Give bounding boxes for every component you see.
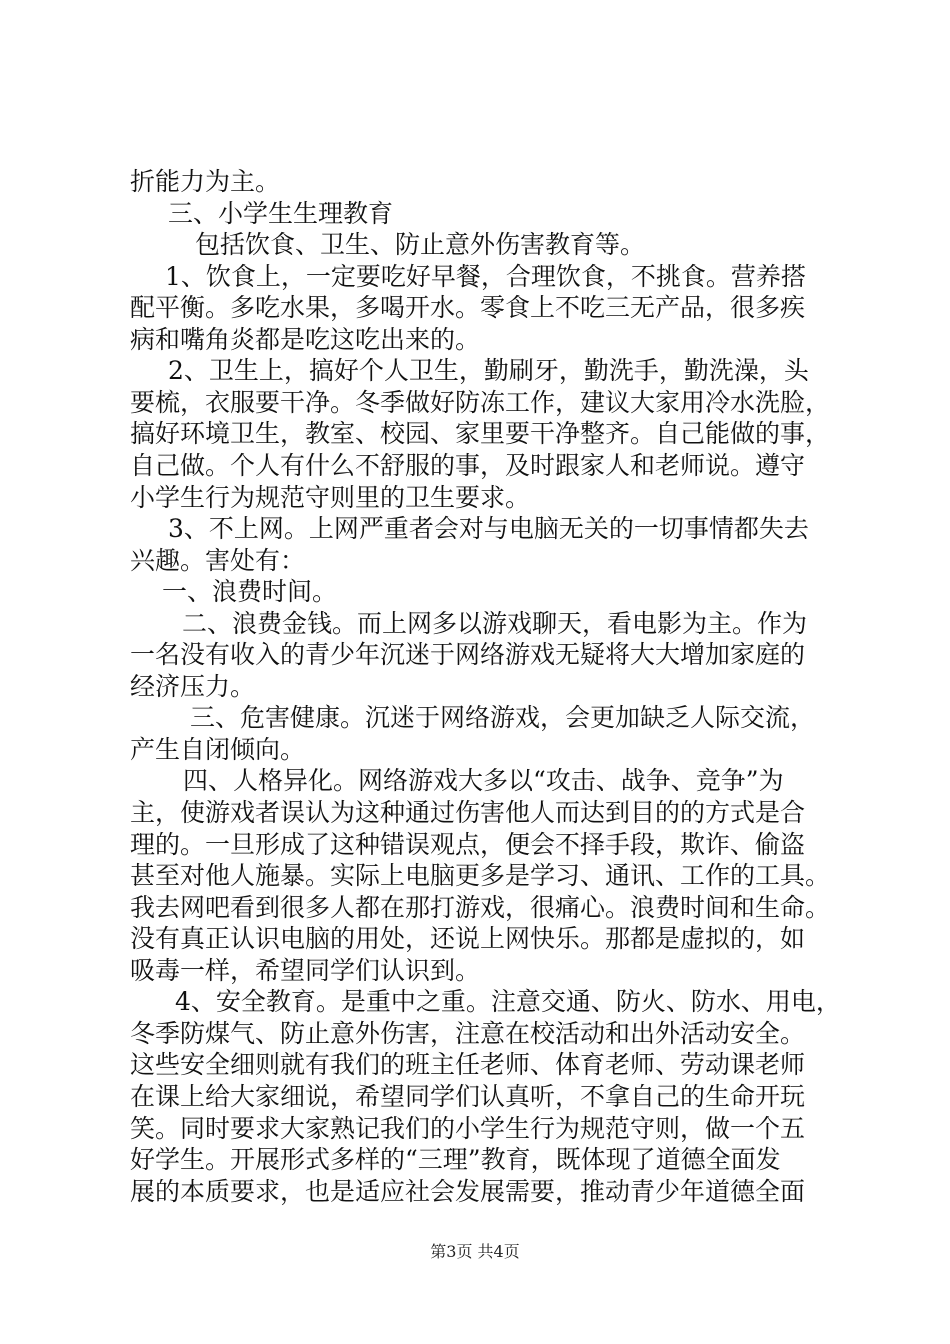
paragraph-line: 笑。同时要求大家熟记我们的小学生行为规范守则，做一个五: [130, 1114, 806, 1143]
paragraph-line: 没有真正认识电脑的用处，还说上网快乐。那都是虚拟的，如: [130, 924, 806, 953]
paragraph-line: 在课上给大家细说，希望同学们认真听，不拿自己的生命开玩: [130, 1082, 806, 1111]
paragraph-line: 主，使游戏者误认为这种通过伤害他人而达到目的的方式是合: [130, 798, 806, 827]
paragraph-line: 好学生。开展形式多样的“三理”教育，既体现了道德全面发: [130, 1145, 781, 1174]
paragraph-line: 吸毒一样，希望同学们认识到。: [130, 956, 481, 985]
paragraph-line: 三、危害健康。沉迷于网络游戏，会更加缺乏人际交流，: [190, 703, 816, 732]
paragraph-line: 甚至对他人施暴。实际上电脑更多是学习、通讯、工作的工具。: [130, 861, 831, 890]
paragraph-line: 一名没有收入的青少年沉迷于网络游戏无疑将大大增加家庭的: [130, 640, 806, 669]
paragraph-line: 冬季防煤气、防止意外伤害，注意在校活动和出外活动安全。: [130, 1019, 806, 1048]
paragraph-line: 兴趣。害处有：: [130, 546, 306, 575]
paragraph-line: 配平衡。多吃水果，多喝开水。零食上不吃三无产品，很多疾: [130, 293, 806, 322]
paragraph-line: 我去网吧看到很多人都在那打游戏，很痛心。浪费时间和生命。: [130, 893, 831, 922]
paragraph-line: 折能力为主。: [130, 167, 281, 196]
paragraph-line: 病和嘴角炎都是吃这吃出来的。: [130, 325, 481, 354]
paragraph-line: 要梳，衣服要干净。冬季做好防冻工作，建议大家用冷水洗脸，: [130, 388, 831, 417]
paragraph-line: 展的本质要求，也是适应社会发展需要，推动青少年道德全面: [130, 1177, 806, 1206]
paragraph-line: 自己做。个人有什么不舒服的事，及时跟家人和老师说。遵守: [130, 451, 806, 480]
paragraph-line: 四、人格异化。网络游戏大多以“攻击、战争、竞争”为: [183, 766, 784, 795]
paragraph-line: 4、安全教育。是重中之重。注意交通、防火、防水、用电，: [175, 987, 841, 1016]
paragraph-line: 搞好环境卫生，教室、校园、家里要干净整齐。自己能做的事，: [130, 419, 831, 448]
paragraph-line: 2、卫生上，搞好个人卫生，勤刷牙，勤洗手，勤洗澡，头: [168, 356, 809, 385]
paragraph-line: 理的。一旦形成了这种错误观点，便会不择手段，欺诈、偷盗: [130, 830, 806, 859]
paragraph-line: 一、浪费时间。: [162, 577, 338, 606]
page-footer: 第3页 共4页: [430, 1242, 520, 1261]
paragraph-line: 1、饮食上，一定要吃好早餐，合理饮食，不挑食。营养搭: [165, 262, 806, 291]
paragraph-line: 产生自闭倾向。: [130, 735, 306, 764]
paragraph-line: 3、不上网。上网严重者会对与电脑无关的一切事情都失去: [168, 514, 809, 543]
paragraph-line: 包括饮食、卫生、防止意外伤害教育等。: [195, 230, 646, 259]
paragraph-line: 三、小学生生理教育: [168, 199, 394, 228]
paragraph-line: 小学生行为规范守则里的卫生要求。: [130, 483, 531, 512]
paragraph-line: 二、浪费金钱。而上网多以游戏聊天，看电影为主。作为: [182, 609, 808, 638]
paragraph-line: 经济压力。: [130, 672, 256, 701]
paragraph-line: 这些安全细则就有我们的班主任老师、体育老师、劳动课老师: [130, 1050, 806, 1079]
